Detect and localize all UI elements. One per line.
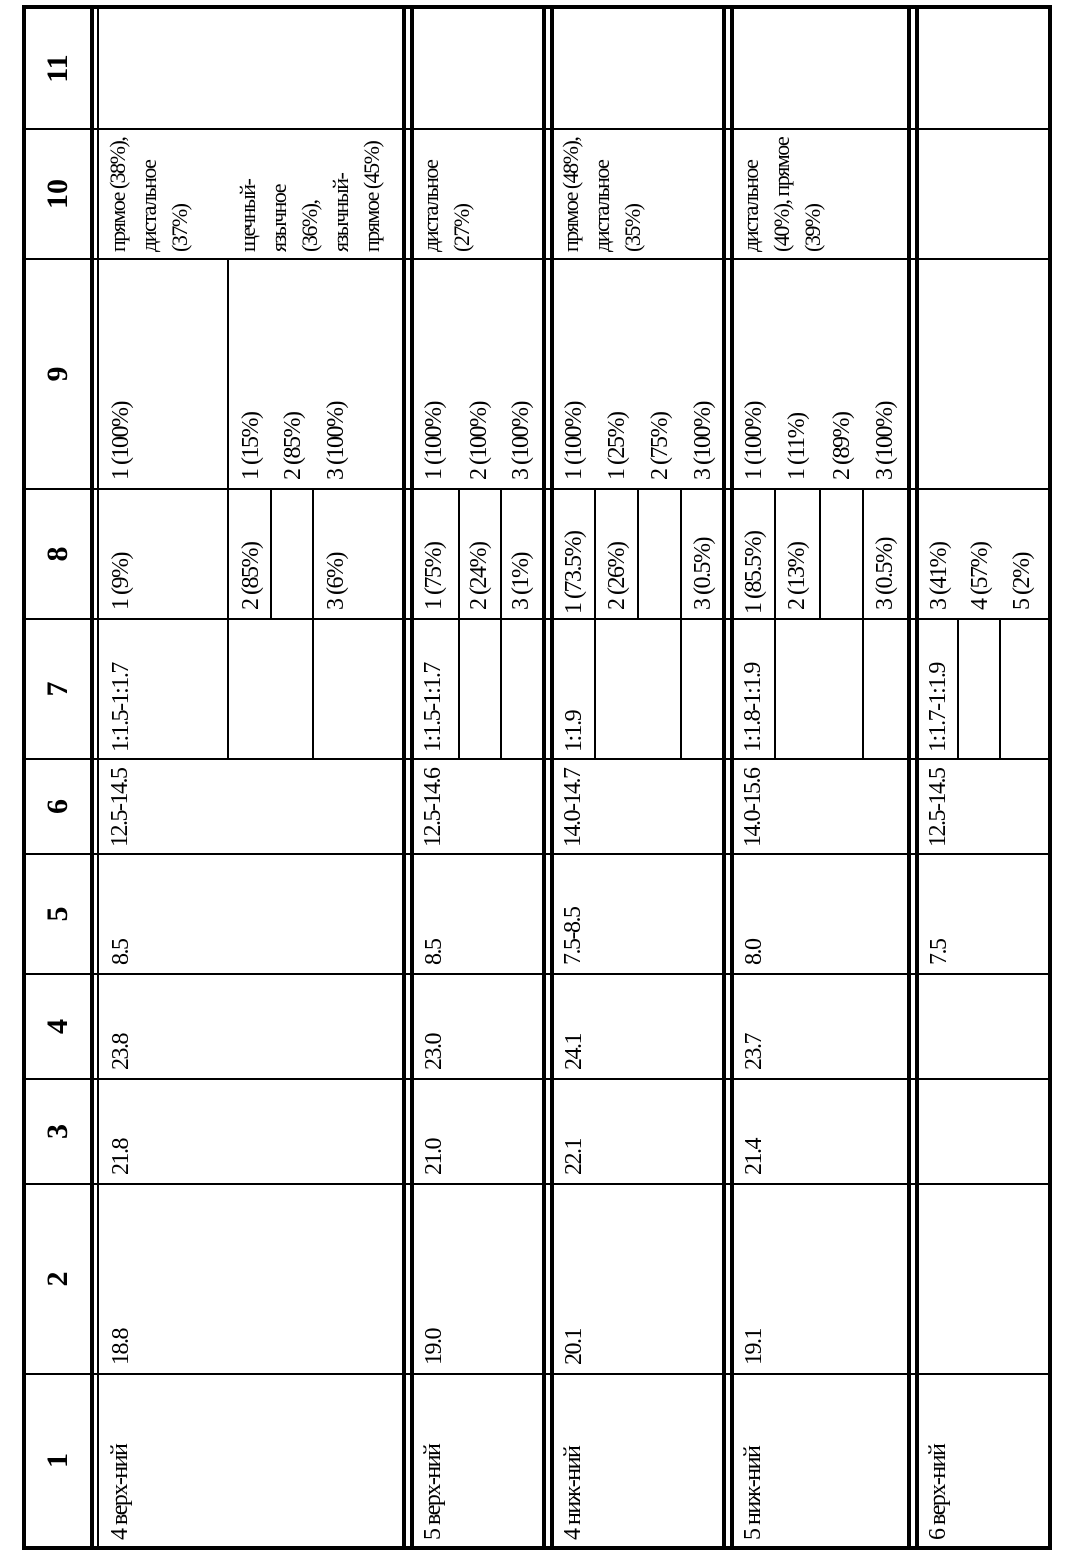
cell-value: 20.1 (561, 1329, 587, 1365)
cell-value: 1 (100%) (741, 402, 767, 480)
cell-value: 1 (11%) (784, 413, 810, 480)
cell-value: 2 (24%) (466, 542, 492, 610)
cell-value: 1 (73.5%) (561, 531, 587, 614)
cell-value: 24.1 (561, 1034, 587, 1070)
cell-value: 2 (85%) (280, 412, 306, 480)
tooth-label: 4 ниж-ний (560, 1446, 586, 1540)
column-header: 7 (41, 681, 74, 697)
column-header: 2 (41, 1271, 74, 1287)
cell-value: 2 (85%) (238, 542, 264, 610)
cell-value: 1 (85.5%) (741, 531, 767, 614)
cell-value: 1:1.5-1:1.7 (108, 663, 134, 752)
column-header: 8 (41, 546, 74, 562)
tooth-label: 5 ниж-ний (740, 1446, 766, 1540)
cell-value: 2 (89%) (829, 412, 855, 480)
tooth-label: 5 верх-ний (420, 1444, 446, 1540)
cell-value: 1:1.8-1:1.9 (740, 663, 766, 752)
cell-value: 1 (9%) (108, 553, 134, 610)
column-header: 4 (41, 1019, 74, 1034)
cell-value: 12.5-14.5 (925, 768, 951, 847)
cell-value: 1 (100%) (108, 402, 134, 480)
cell-value: 12.5-14.6 (420, 768, 446, 847)
cell-value: 21.4 (741, 1139, 767, 1175)
column-header: 10 (41, 179, 74, 209)
cell-value: 22.1 (561, 1139, 587, 1175)
cell-value: 3 (0.5%) (690, 538, 716, 610)
cell-value: 3 (100%) (508, 402, 534, 480)
column-header: 9 (41, 366, 74, 382)
cell-value: 5 (2%) (1009, 553, 1035, 610)
cell-value: 2 (100%) (466, 402, 492, 480)
cell-value: 1 (75%) (421, 542, 447, 610)
cell-value: 23.0 (421, 1034, 447, 1070)
column-header: 6 (41, 799, 74, 814)
cell-value: 1 (25%) (604, 412, 630, 480)
cell-value: 3 (100%) (872, 402, 898, 480)
cell-value: 14.0-14.7 (560, 768, 586, 847)
cell-text: прямое (48%), дистальное (35%) (558, 137, 645, 252)
tooth-label: 6 верх-ний (925, 1444, 951, 1540)
cell-value: 4 (57%) (967, 542, 993, 610)
cell-value: 8.5 (421, 939, 447, 965)
cell-value: 12.5-14.5 (107, 768, 133, 847)
cell-value: 1:1.7-1:1.9 (925, 663, 951, 752)
cell-value: 1:1.9 (561, 710, 587, 752)
cell-value: 1 (15%) (238, 412, 264, 480)
cell-value: 7.5 (926, 939, 952, 965)
cell-value: 3 (0.5%) (872, 538, 898, 610)
column-header: 1 (41, 1453, 74, 1468)
cell-value: 8.5 (108, 939, 134, 965)
cell-value: 19.1 (741, 1329, 767, 1365)
cell-value: 3 (100%) (323, 402, 349, 480)
cell-value: 2 (75%) (647, 412, 673, 480)
cell-value: 2 (26%) (604, 542, 630, 610)
cell-value: 21.0 (421, 1139, 447, 1175)
cell-value: 1 (100%) (561, 402, 587, 480)
tooth-label: 4 верх-ний (107, 1444, 133, 1540)
cell-value: 7.5-8.5 (560, 907, 586, 965)
cell-value: 23.7 (741, 1034, 767, 1070)
cell-value: 2 (13%) (784, 542, 810, 610)
column-header: 3 (41, 1124, 74, 1139)
cell-value: 1 (100%) (421, 402, 447, 480)
cell-value: 3 (1%) (508, 553, 534, 610)
cell-value: 3 (6%) (323, 553, 349, 610)
cell-value: 21.8 (108, 1139, 134, 1175)
cell-value: 8.0 (741, 939, 767, 965)
cell-text: прямое (38%), дистальное (37%) (105, 137, 192, 252)
cell-value: 3 (100%) (690, 402, 716, 480)
cell-text: дистальное (27%) (418, 160, 474, 252)
cell-value: 19.0 (421, 1329, 447, 1365)
cell-value: 23.8 (108, 1034, 134, 1070)
column-header: 5 (41, 906, 74, 922)
column-header: 11 (41, 54, 74, 83)
cell-text: щечный-язычное (36%), язычный-прямое (45%) (235, 141, 384, 252)
cell-text: дистальное (40%), прямое (39%) (738, 137, 825, 252)
cell-value: 1:1.5-1:1.7 (420, 663, 446, 752)
cell-value: 14.0-15.6 (740, 768, 766, 847)
cell-value: 3 (41%) (926, 542, 952, 610)
cell-value: 18.8 (108, 1329, 134, 1365)
